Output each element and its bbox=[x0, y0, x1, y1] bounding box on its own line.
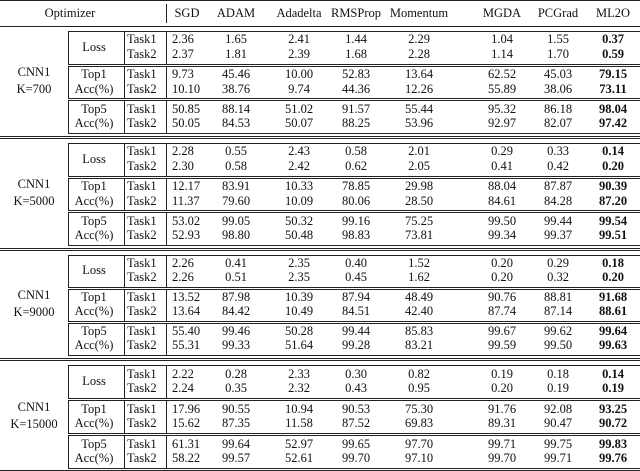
value-cell-adam: 1.81 bbox=[225, 46, 247, 61]
metric-label-top5: Top5 bbox=[81, 101, 107, 116]
value-cell-sgd: 2.28 bbox=[172, 144, 194, 159]
metric-label-acc: Acc(%) bbox=[74, 228, 114, 243]
value-cell-adam: 83.91 bbox=[221, 178, 251, 193]
value-separator bbox=[166, 31, 167, 64]
value-cell-adam: 0.28 bbox=[225, 366, 247, 381]
value-cell-ml2o: 97.42 bbox=[598, 116, 628, 131]
value-cell-rmsprop: 90.53 bbox=[341, 401, 371, 416]
metric-label-top1: Top1 bbox=[81, 66, 107, 81]
value-cell-adam: 0.55 bbox=[225, 144, 247, 159]
value-cell-mgda: 99.50 bbox=[487, 213, 517, 228]
metric-label-acc: Acc(%) bbox=[74, 81, 114, 96]
value-cell-pcgrad: 87.87 bbox=[543, 178, 573, 193]
value-cell-adam: 99.33 bbox=[221, 338, 251, 353]
value-cell-adam: 0.51 bbox=[225, 270, 247, 285]
value-cell-momentum: 73.81 bbox=[404, 228, 434, 243]
value-cell-rmsprop: 0.45 bbox=[345, 270, 367, 285]
metric-label-top1: Top1 bbox=[81, 178, 107, 193]
value-cell-momentum: 48.49 bbox=[404, 289, 434, 304]
value-cell-pcgrad: 1.70 bbox=[547, 46, 569, 61]
value-cell-pcgrad: 92.08 bbox=[543, 401, 573, 416]
value-cell-sgd: 2.37 bbox=[172, 46, 194, 61]
value-cell-ml2o: 0.37 bbox=[602, 32, 624, 47]
value-cell-momentum: 42.40 bbox=[404, 304, 434, 319]
value-cell-mgda: 1.04 bbox=[491, 32, 513, 47]
value-cell-ml2o: 0.18 bbox=[602, 255, 624, 270]
header-column-pcgrad: PCGrad bbox=[537, 5, 579, 20]
value-cell-pcgrad: 0.33 bbox=[547, 144, 569, 159]
group-separator-rule bbox=[0, 248, 640, 249]
value-cell-adadelta: 2.42 bbox=[288, 158, 310, 173]
block-bottom-rule bbox=[68, 321, 640, 322]
value-cell-pcgrad: 99.37 bbox=[543, 228, 573, 243]
block-bottom-rule bbox=[68, 176, 640, 177]
value-cell-rmsprop: 0.40 bbox=[345, 255, 367, 270]
value-cell-pcgrad: 45.03 bbox=[543, 66, 573, 81]
task-label-2: Task2 bbox=[127, 46, 157, 61]
value-cell-rmsprop: 88.25 bbox=[341, 116, 371, 131]
value-cell-ml2o: 99.51 bbox=[598, 228, 628, 243]
value-cell-pcgrad: 0.19 bbox=[547, 380, 569, 395]
value-cell-sgd: 58.22 bbox=[172, 450, 201, 465]
block-bottom-rule bbox=[68, 433, 640, 434]
value-cell-momentum: 0.82 bbox=[408, 366, 430, 381]
value-cell-adam: 99.64 bbox=[221, 436, 251, 451]
task-label-1: Task1 bbox=[127, 289, 157, 304]
value-cell-adam: 84.42 bbox=[221, 304, 251, 319]
header-column-ml2o: ML2O bbox=[595, 5, 631, 20]
metric-label-loss: Loss bbox=[82, 39, 106, 54]
value-cell-ml2o: 0.20 bbox=[602, 158, 624, 173]
value-cell-pcgrad: 99.50 bbox=[543, 338, 573, 353]
metric-label-loss: Loss bbox=[82, 263, 106, 278]
value-cell-adadelta: 2.41 bbox=[288, 32, 310, 47]
value-cell-rmsprop: 87.94 bbox=[341, 289, 371, 304]
value-cell-rmsprop: 0.62 bbox=[345, 158, 367, 173]
value-cell-adam: 99.46 bbox=[221, 323, 251, 338]
value-cell-momentum: 83.21 bbox=[404, 338, 434, 353]
task-label-1: Task1 bbox=[127, 436, 157, 451]
value-cell-momentum: 2.01 bbox=[408, 144, 430, 159]
metric-label-acc: Acc(%) bbox=[74, 450, 114, 465]
value-cell-adadelta: 2.43 bbox=[288, 144, 310, 159]
value-cell-sgd: 2.24 bbox=[172, 380, 194, 395]
value-cell-adam: 84.53 bbox=[221, 116, 251, 131]
value-cell-momentum: 13.64 bbox=[404, 66, 434, 81]
value-cell-sgd: 2.22 bbox=[172, 366, 194, 381]
value-cell-ml2o: 0.59 bbox=[602, 46, 624, 61]
value-cell-pcgrad: 0.42 bbox=[547, 158, 569, 173]
value-cell-mgda: 95.32 bbox=[487, 101, 517, 116]
header-column-adam: ADAM bbox=[216, 5, 256, 20]
value-cell-mgda: 55.89 bbox=[487, 81, 517, 96]
block-bottom-rule bbox=[68, 133, 640, 134]
value-cell-adadelta: 50.48 bbox=[284, 228, 314, 243]
task-label-1: Task1 bbox=[127, 32, 157, 47]
value-cell-adadelta: 2.39 bbox=[288, 46, 310, 61]
task-label-1: Task1 bbox=[127, 213, 157, 228]
metric-label-top1: Top1 bbox=[81, 289, 107, 304]
task-label-1: Task1 bbox=[127, 401, 157, 416]
value-cell-sgd: 12.17 bbox=[172, 178, 201, 193]
value-cell-sgd: 10.10 bbox=[172, 81, 201, 96]
value-cell-pcgrad: 99.71 bbox=[543, 450, 573, 465]
value-cell-momentum: 69.83 bbox=[404, 415, 434, 430]
value-cell-adadelta: 10.49 bbox=[284, 304, 314, 319]
value-cell-adadelta: 10.33 bbox=[284, 178, 314, 193]
value-cell-adam: 98.80 bbox=[221, 228, 251, 243]
value-cell-mgda: 99.71 bbox=[487, 436, 517, 451]
value-cell-adam: 38.76 bbox=[221, 81, 251, 96]
task-label-2: Task2 bbox=[127, 81, 157, 96]
value-cell-rmsprop: 87.52 bbox=[341, 415, 371, 430]
value-cell-pcgrad: 87.14 bbox=[543, 304, 573, 319]
task-label-2: Task2 bbox=[127, 158, 157, 173]
value-separator bbox=[166, 435, 167, 468]
header-column-mgda: MGDA bbox=[482, 5, 522, 20]
value-cell-pcgrad: 99.62 bbox=[543, 323, 573, 338]
value-cell-pcgrad: 86.18 bbox=[543, 101, 573, 116]
task-label-2: Task2 bbox=[127, 304, 157, 319]
value-cell-rmsprop: 0.30 bbox=[345, 366, 367, 381]
value-cell-adadelta: 2.35 bbox=[288, 255, 310, 270]
group-separator-rule bbox=[0, 136, 640, 137]
value-cell-mgda: 0.20 bbox=[491, 255, 513, 270]
value-cell-pcgrad: 0.32 bbox=[547, 270, 569, 285]
value-separator bbox=[166, 66, 167, 99]
value-cell-adadelta: 50.07 bbox=[284, 116, 314, 131]
value-cell-adam: 88.14 bbox=[221, 101, 251, 116]
value-cell-mgda: 0.20 bbox=[491, 380, 513, 395]
value-cell-adadelta: 52.97 bbox=[284, 436, 314, 451]
value-cell-rmsprop: 84.51 bbox=[341, 304, 371, 319]
metric-label-top5: Top5 bbox=[81, 323, 107, 338]
block-bottom-rule bbox=[68, 210, 640, 211]
value-cell-ml2o: 79.15 bbox=[598, 66, 628, 81]
value-cell-momentum: 75.25 bbox=[404, 213, 434, 228]
group-model-label: CNN1 bbox=[17, 64, 51, 79]
block-bottom-rule bbox=[68, 98, 640, 99]
task-label-1: Task1 bbox=[127, 255, 157, 270]
value-cell-momentum: 97.70 bbox=[404, 436, 434, 451]
value-cell-momentum: 29.98 bbox=[404, 178, 434, 193]
value-cell-adadelta: 10.39 bbox=[284, 289, 314, 304]
value-cell-sgd: 9.73 bbox=[172, 66, 194, 81]
value-cell-rmsprop: 91.57 bbox=[341, 101, 371, 116]
value-cell-pcgrad: 99.75 bbox=[543, 436, 573, 451]
value-separator bbox=[166, 400, 167, 433]
task-label-1: Task1 bbox=[127, 323, 157, 338]
value-cell-ml2o: 98.04 bbox=[598, 101, 628, 116]
value-cell-sgd: 52.93 bbox=[172, 228, 201, 243]
value-cell-adadelta: 50.32 bbox=[284, 213, 314, 228]
value-cell-sgd: 2.30 bbox=[172, 158, 194, 173]
value-cell-adadelta: 2.32 bbox=[288, 380, 310, 395]
metric-label-top5: Top5 bbox=[81, 436, 107, 451]
task-label-1: Task1 bbox=[127, 178, 157, 193]
value-cell-rmsprop: 44.36 bbox=[341, 81, 371, 96]
value-separator bbox=[166, 323, 167, 355]
value-cell-sgd: 50.05 bbox=[172, 116, 201, 131]
value-cell-mgda: 89.31 bbox=[487, 415, 517, 430]
group-model-label: CNN1 bbox=[17, 287, 51, 302]
value-cell-ml2o: 73.11 bbox=[599, 81, 627, 96]
value-cell-ml2o: 99.54 bbox=[598, 213, 628, 228]
value-cell-adadelta: 2.35 bbox=[288, 270, 310, 285]
value-cell-adadelta: 11.58 bbox=[285, 415, 313, 430]
task-label-1: Task1 bbox=[127, 144, 157, 159]
value-cell-pcgrad: 82.07 bbox=[543, 116, 573, 131]
value-cell-momentum: 85.83 bbox=[404, 323, 434, 338]
value-cell-ml2o: 99.83 bbox=[598, 436, 628, 451]
value-cell-rmsprop: 0.58 bbox=[345, 144, 367, 159]
value-cell-adadelta: 10.94 bbox=[284, 401, 314, 416]
value-cell-rmsprop: 0.43 bbox=[345, 380, 367, 395]
group-model-label: CNN1 bbox=[17, 399, 51, 414]
value-cell-mgda: 0.19 bbox=[491, 366, 513, 381]
task-label-1: Task1 bbox=[127, 66, 157, 81]
value-cell-mgda: 99.34 bbox=[487, 228, 517, 243]
value-cell-pcgrad: 0.29 bbox=[547, 255, 569, 270]
value-separator bbox=[166, 143, 167, 176]
task-label-2: Task2 bbox=[127, 116, 157, 131]
value-cell-rmsprop: 99.28 bbox=[341, 338, 371, 353]
value-separator bbox=[166, 100, 167, 133]
header-column-rmsprop: RMSProp bbox=[330, 5, 382, 20]
value-cell-momentum: 0.95 bbox=[408, 380, 430, 395]
task-label-2: Task2 bbox=[127, 450, 157, 465]
value-cell-sgd: 15.62 bbox=[172, 415, 201, 430]
value-cell-mgda: 99.70 bbox=[487, 450, 517, 465]
block-bottom-rule bbox=[68, 398, 640, 399]
group-k-label: K=9000 bbox=[13, 304, 55, 319]
metric-label-acc: Acc(%) bbox=[74, 338, 114, 353]
metric-label-acc: Acc(%) bbox=[74, 304, 114, 319]
value-cell-momentum: 53.96 bbox=[404, 116, 434, 131]
block-bottom-rule bbox=[68, 64, 640, 65]
task-label-2: Task2 bbox=[127, 270, 157, 285]
value-cell-ml2o: 99.76 bbox=[598, 450, 628, 465]
metric-label-top5: Top5 bbox=[81, 213, 107, 228]
value-separator bbox=[166, 178, 167, 211]
value-cell-mgda: 1.14 bbox=[491, 46, 513, 61]
value-cell-sgd: 17.96 bbox=[172, 401, 201, 416]
value-cell-mgda: 87.74 bbox=[487, 304, 517, 319]
value-cell-pcgrad: 99.44 bbox=[543, 213, 573, 228]
value-cell-sgd: 55.31 bbox=[172, 338, 201, 353]
value-cell-rmsprop: 1.68 bbox=[345, 46, 367, 61]
value-cell-momentum: 2.28 bbox=[408, 46, 430, 61]
value-cell-pcgrad: 38.06 bbox=[543, 81, 573, 96]
value-cell-momentum: 28.50 bbox=[404, 193, 434, 208]
value-cell-adadelta: 51.64 bbox=[284, 338, 314, 353]
block-bottom-rule bbox=[68, 355, 640, 356]
value-separator bbox=[166, 365, 167, 398]
value-cell-adadelta: 2.33 bbox=[288, 366, 310, 381]
value-cell-mgda: 90.76 bbox=[487, 289, 517, 304]
block-bottom-rule bbox=[68, 468, 640, 469]
value-cell-adam: 0.58 bbox=[225, 158, 247, 173]
block-bottom-rule bbox=[68, 287, 640, 288]
value-cell-adam: 90.55 bbox=[221, 401, 251, 416]
value-cell-rmsprop: 99.65 bbox=[341, 436, 371, 451]
value-cell-adam: 87.98 bbox=[221, 289, 251, 304]
value-cell-mgda: 0.20 bbox=[491, 270, 513, 285]
value-cell-ml2o: 0.20 bbox=[602, 270, 624, 285]
value-cell-adadelta: 9.74 bbox=[288, 81, 310, 96]
value-cell-ml2o: 88.61 bbox=[598, 304, 628, 319]
value-cell-mgda: 84.61 bbox=[487, 193, 517, 208]
value-cell-momentum: 55.44 bbox=[404, 101, 434, 116]
metric-label-loss: Loss bbox=[82, 373, 106, 388]
value-cell-adam: 79.60 bbox=[221, 193, 251, 208]
block-bottom-rule bbox=[68, 245, 640, 246]
header-column-momentum: Momentum bbox=[389, 5, 449, 20]
value-cell-momentum: 1.62 bbox=[408, 270, 430, 285]
group-k-label: K=700 bbox=[16, 81, 52, 96]
header-column-adadelta: Adadelta bbox=[276, 5, 322, 20]
value-cell-ml2o: 90.39 bbox=[598, 178, 628, 193]
value-cell-rmsprop: 99.16 bbox=[341, 213, 371, 228]
task-label-1: Task1 bbox=[127, 366, 157, 381]
value-cell-adam: 0.41 bbox=[225, 255, 247, 270]
value-cell-rmsprop: 80.06 bbox=[341, 193, 371, 208]
value-cell-adam: 87.35 bbox=[221, 415, 251, 430]
header-optimizer: Optimizer bbox=[44, 5, 96, 20]
value-cell-mgda: 99.59 bbox=[487, 338, 517, 353]
group-separator-rule bbox=[0, 360, 640, 361]
value-cell-rmsprop: 99.70 bbox=[341, 450, 371, 465]
value-cell-rmsprop: 98.83 bbox=[341, 228, 371, 243]
value-cell-momentum: 2.29 bbox=[408, 32, 430, 47]
value-cell-ml2o: 93.25 bbox=[598, 401, 628, 416]
task-label-2: Task2 bbox=[127, 380, 157, 395]
value-cell-pcgrad: 90.47 bbox=[543, 415, 573, 430]
value-cell-momentum: 2.05 bbox=[408, 158, 430, 173]
value-cell-sgd: 2.26 bbox=[172, 255, 194, 270]
value-cell-adam: 99.57 bbox=[221, 450, 251, 465]
value-cell-pcgrad: 0.18 bbox=[547, 366, 569, 381]
metric-label-loss: Loss bbox=[82, 151, 106, 166]
table-top-rule bbox=[0, 0, 640, 1]
value-cell-adadelta: 10.00 bbox=[284, 66, 314, 81]
value-cell-ml2o: 0.14 bbox=[602, 144, 624, 159]
group-k-label: K=15000 bbox=[10, 416, 58, 431]
value-cell-rmsprop: 78.85 bbox=[341, 178, 371, 193]
group-model-label: CNN1 bbox=[17, 176, 51, 191]
value-cell-sgd: 55.40 bbox=[172, 323, 201, 338]
value-cell-ml2o: 99.63 bbox=[598, 338, 628, 353]
group-separator-rule bbox=[0, 138, 640, 139]
value-cell-momentum: 1.52 bbox=[408, 255, 430, 270]
value-cell-pcgrad: 88.81 bbox=[543, 289, 573, 304]
value-cell-sgd: 61.31 bbox=[172, 436, 201, 451]
value-separator bbox=[166, 255, 167, 287]
value-cell-mgda: 62.52 bbox=[487, 66, 517, 81]
metric-label-acc: Acc(%) bbox=[74, 193, 114, 208]
group-k-label: K=5000 bbox=[13, 193, 55, 208]
task-label-2: Task2 bbox=[127, 228, 157, 243]
value-cell-ml2o: 87.20 bbox=[598, 193, 628, 208]
header-column-sgd: SGD bbox=[174, 5, 200, 20]
value-cell-ml2o: 90.72 bbox=[598, 415, 628, 430]
value-cell-adam: 45.46 bbox=[221, 66, 251, 81]
value-cell-ml2o: 99.64 bbox=[598, 323, 628, 338]
task-label-2: Task2 bbox=[127, 338, 157, 353]
task-label-2: Task2 bbox=[127, 193, 157, 208]
value-cell-sgd: 13.52 bbox=[172, 289, 201, 304]
value-cell-rmsprop: 1.44 bbox=[345, 32, 367, 47]
metric-label-top1: Top1 bbox=[81, 401, 107, 416]
value-cell-ml2o: 0.19 bbox=[602, 380, 624, 395]
value-cell-mgda: 0.41 bbox=[491, 158, 513, 173]
group-separator-rule bbox=[0, 358, 640, 359]
value-cell-momentum: 97.10 bbox=[404, 450, 434, 465]
metric-label-acc: Acc(%) bbox=[74, 415, 114, 430]
value-cell-rmsprop: 52.83 bbox=[341, 66, 371, 81]
value-cell-adadelta: 52.61 bbox=[284, 450, 314, 465]
value-cell-adadelta: 10.09 bbox=[284, 193, 314, 208]
value-cell-mgda: 0.29 bbox=[491, 144, 513, 159]
value-cell-adam: 1.65 bbox=[225, 32, 247, 47]
value-cell-sgd: 53.02 bbox=[172, 213, 201, 228]
value-cell-ml2o: 0.14 bbox=[602, 366, 624, 381]
metric-label-acc: Acc(%) bbox=[74, 116, 114, 131]
value-cell-momentum: 75.30 bbox=[404, 401, 434, 416]
value-cell-sgd: 2.26 bbox=[172, 270, 194, 285]
header-bottom-rule bbox=[0, 26, 640, 27]
value-cell-rmsprop: 99.44 bbox=[341, 323, 371, 338]
value-cell-pcgrad: 84.28 bbox=[543, 193, 573, 208]
value-cell-mgda: 99.67 bbox=[487, 323, 517, 338]
value-cell-pcgrad: 1.55 bbox=[547, 32, 569, 47]
value-cell-adam: 99.05 bbox=[221, 213, 251, 228]
value-cell-adadelta: 50.28 bbox=[284, 323, 314, 338]
value-cell-adadelta: 51.02 bbox=[284, 101, 314, 116]
value-cell-sgd: 50.85 bbox=[172, 101, 201, 116]
group-separator-rule bbox=[0, 250, 640, 251]
task-label-2: Task2 bbox=[127, 415, 157, 430]
value-cell-sgd: 11.37 bbox=[172, 193, 200, 208]
value-separator bbox=[166, 289, 167, 321]
value-cell-mgda: 92.97 bbox=[487, 116, 517, 131]
value-cell-mgda: 91.76 bbox=[487, 401, 517, 416]
value-cell-mgda: 88.04 bbox=[487, 178, 517, 193]
value-cell-adam: 0.35 bbox=[225, 380, 247, 395]
value-cell-sgd: 2.36 bbox=[172, 32, 194, 47]
value-cell-momentum: 12.26 bbox=[404, 81, 434, 96]
value-cell-sgd: 13.64 bbox=[172, 304, 201, 319]
task-label-1: Task1 bbox=[127, 101, 157, 116]
value-separator bbox=[166, 212, 167, 245]
value-cell-ml2o: 91.68 bbox=[598, 289, 628, 304]
